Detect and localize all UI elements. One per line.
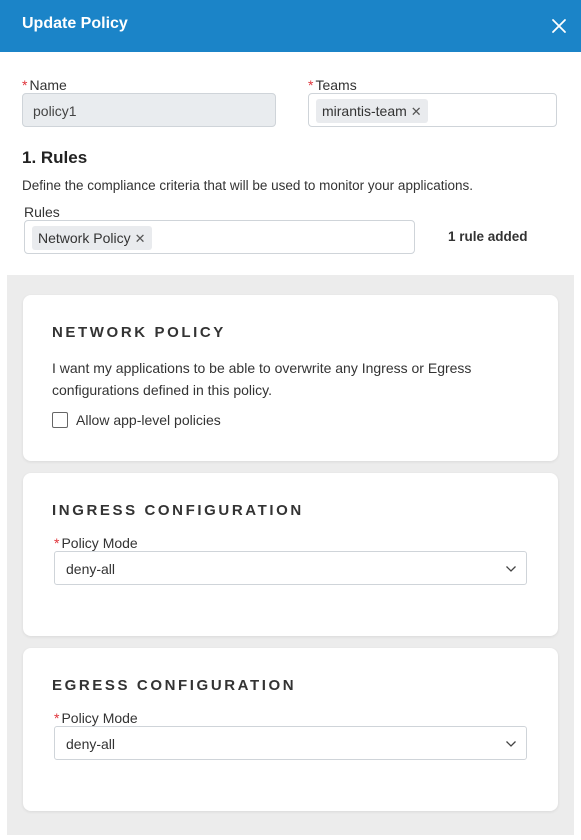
name-input[interactable] [22,93,276,127]
close-icon [549,16,569,36]
ingress-card [23,473,558,636]
x-icon[interactable]: ✕ [134,231,146,246]
egress-title: EGRESS CONFIGURATION [52,677,297,694]
egress-mode-label: * Policy Mode [54,710,138,726]
egress-mode-value: deny-all [66,736,116,752]
network-policy-description: I want my applications to be able to overwrite any Ingress or Egress configurations defined in this policy. [52,360,472,398]
modal-title: Update Policy [22,15,128,32]
x-icon[interactable]: ✕ [410,104,422,119]
ingress-mode-value: deny-all [66,561,116,577]
egress-card [23,648,558,811]
close-button[interactable] [549,16,569,36]
rules-description: Define the compliance criteria that will be used to monitor your applications. [22,178,473,193]
teams-input[interactable] [308,93,557,127]
ingress-mode-label: * Policy Mode [54,535,138,551]
rules-panel [7,275,574,835]
required-marker: * [54,535,60,551]
rules-section-title: 1. Rules [22,148,88,167]
chevron-down-icon [505,563,517,575]
rules-label: Rules [24,204,60,220]
rules-input[interactable] [24,220,415,254]
name-value: policy1 [33,103,77,119]
allow-app-level-label[interactable]: Allow app-level policies [76,412,221,428]
egress-policy-mode-select[interactable] [54,726,527,760]
chevron-down-icon [505,738,517,750]
ingress-title: INGRESS CONFIGURATION [52,502,304,519]
required-marker: * [308,77,314,93]
allow-app-level-checkbox[interactable] [52,412,68,428]
modal-header [0,0,581,52]
required-marker: * [22,77,28,93]
ingress-policy-mode-select[interactable] [54,551,527,585]
network-policy-title: NETWORK POLICY [52,324,226,341]
rule-tag: Network Policy ✕ [32,226,152,250]
network-policy-card [23,295,558,461]
team-tag: mirantis-team ✕ [316,99,428,123]
name-label: * Name [22,77,67,93]
teams-label: * Teams [308,77,357,93]
required-marker: * [54,710,60,726]
rules-count: 1 rule added [448,229,528,244]
